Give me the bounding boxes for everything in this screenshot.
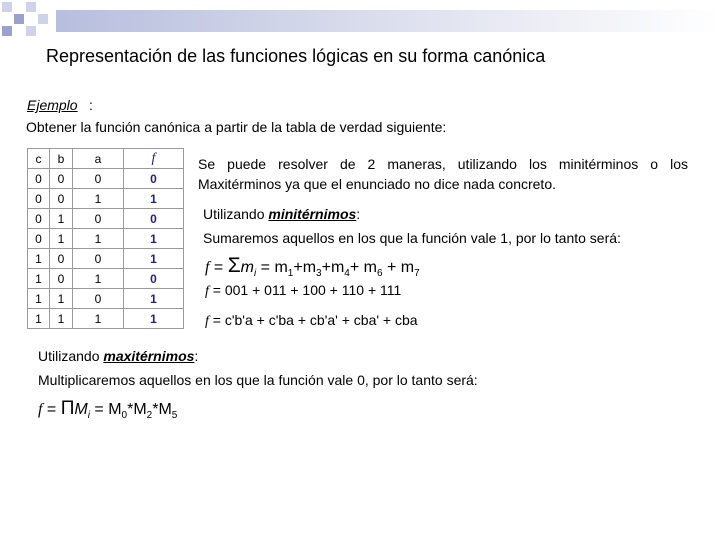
truth-table-cell: 0 (50, 269, 73, 289)
truth-table-cell: 1 (50, 209, 73, 229)
instruction-text: Obtener la función canónica a partir de la tabla de verdad siguiente: (26, 119, 447, 135)
truth-table-header-cell: b (50, 149, 73, 169)
formula-term-subscript: 6 (376, 268, 383, 280)
truth-table-cell: 0 (28, 189, 50, 209)
truth-table-header-cell: c (28, 149, 50, 169)
truth-table-header-cell: a (73, 149, 124, 169)
minterms-keyword: minitérnimos (268, 206, 357, 222)
truth-table-cell: 1 (73, 269, 124, 289)
formula-term-subscript: 1 (287, 268, 294, 280)
formula-term: +m (321, 259, 345, 276)
f-symbol: f (205, 284, 209, 299)
f-symbol: f (205, 314, 209, 329)
truth-table-row (28, 229, 184, 249)
maxterms-suffix: : (194, 348, 199, 364)
header-bar (56, 10, 720, 32)
deco-square (2, 2, 12, 12)
truth-table-cell: 1 (73, 309, 124, 329)
truth-table-cell: 1 (124, 249, 184, 269)
formula-term-subscript: 4 (344, 268, 350, 280)
example-label: Ejemplo (27, 97, 78, 113)
equals-sign: = (209, 259, 228, 276)
i-subscript: i (87, 410, 90, 422)
truth-table-row (28, 269, 184, 289)
truth-table-cell: 0 (73, 209, 124, 229)
slide-title: Representación de las funciones lógicas en su forma canónica (46, 46, 546, 66)
header-decoration (0, 0, 60, 40)
truth-table-header (28, 149, 184, 169)
f-symbol: f (38, 401, 43, 418)
maxterm-product-formula (38, 398, 177, 421)
truth-table-cell: 1 (73, 229, 124, 249)
m-symbol: m (240, 259, 254, 276)
minterms-description: Sumaremos aquellos en los que la función vale 1, por lo tanto será: (203, 230, 621, 246)
pi-symbol: Π (60, 398, 75, 419)
truth-table-cell: 1 (50, 229, 73, 249)
truth-table-row (28, 169, 184, 189)
truth-table-cell: 0 (73, 289, 124, 309)
formula-term-subscript: 5 (171, 410, 178, 422)
truth-table-cell: 0 (50, 249, 73, 269)
truth-table-cell: 1 (28, 269, 50, 289)
f-symbol: f (205, 259, 210, 276)
literal-terms: = c'b'a + c'ba + cb'a' + cba' + cba (208, 312, 418, 328)
truth-table-cell: 0 (73, 169, 124, 189)
minterms-heading (203, 206, 360, 222)
maxterms-description: Multiplicaremos aquellos en los que la función vale 0, por lo tanto será: (38, 372, 478, 388)
truth-table-cell: 0 (124, 269, 184, 289)
truth-table-cell: 1 (124, 309, 184, 329)
intro-paragraph: Se puede resolver de 2 maneras, utilizando los minitérminos o los Maxitérminos ya que el enunciado no dice nada concreto. (198, 156, 688, 192)
minterm-literal-formula (205, 312, 418, 330)
truth-table-row (28, 249, 184, 269)
truth-table-cell: 0 (28, 209, 50, 229)
i-subscript: i (254, 268, 257, 280)
maxterm-terms (89, 401, 178, 422)
truth-table-cell: 0 (124, 209, 184, 229)
formula-term-subscript: 0 (121, 410, 128, 422)
truth-table-cell: 1 (50, 289, 73, 309)
formula-term: = m (256, 259, 288, 276)
truth-table-cell: 1 (28, 309, 50, 329)
maxterms-heading (38, 348, 198, 364)
truth-table-cell: 1 (124, 189, 184, 209)
minterms-prefix: Utilizando (203, 206, 269, 222)
minterm-terms (256, 259, 420, 280)
formula-term: + m (349, 259, 377, 276)
formula-term-subscript: 2 (146, 410, 153, 422)
formula-term: +m (293, 259, 317, 276)
formula-term-subscript: 7 (414, 268, 420, 280)
truth-table-cell: 1 (73, 189, 124, 209)
deco-square (38, 14, 48, 24)
truth-table-cell: 0 (50, 189, 73, 209)
truth-table-cell: 0 (124, 169, 184, 189)
truth-table-cell: 1 (28, 249, 50, 269)
formula-term: *M (127, 401, 147, 418)
binary-terms: = 001 + 011 + 100 + 110 + 111 (208, 282, 402, 298)
truth-table-cell: 1 (124, 289, 184, 309)
truth-table-cell: 1 (50, 309, 73, 329)
truth-table-row (28, 309, 184, 329)
minterm-sum-formula (205, 254, 420, 279)
formula-term: *M (152, 401, 172, 418)
sigma-symbol: Σ (227, 254, 241, 277)
M-symbol: M (74, 401, 88, 418)
deco-square (26, 26, 36, 36)
truth-table-cell: 1 (28, 289, 50, 309)
maxterms-prefix: Utilizando (38, 348, 104, 364)
truth-table-header-cell: f (124, 149, 184, 169)
deco-square (2, 26, 12, 36)
equals-sign: = (42, 401, 61, 418)
deco-square (14, 14, 24, 24)
truth-table-row (28, 289, 184, 309)
truth-table-row (28, 189, 184, 209)
truth-table-cell: 0 (50, 169, 73, 189)
truth-table-cell: 0 (28, 229, 50, 249)
formula-term: + m (382, 259, 415, 276)
minterms-suffix: : (356, 206, 361, 222)
formula-term-subscript: 3 (316, 268, 322, 280)
truth-table-cell: 0 (28, 169, 50, 189)
truth-table (27, 148, 184, 329)
minterm-binary-formula (205, 282, 401, 300)
maxterms-keyword: maxitérnimos (103, 348, 195, 364)
deco-square (26, 2, 36, 12)
truth-table-row (28, 209, 184, 229)
truth-table-cell: 1 (124, 229, 184, 249)
example-colon: : (89, 97, 93, 113)
truth-table-cell: 0 (73, 249, 124, 269)
formula-term: = M (89, 401, 122, 418)
